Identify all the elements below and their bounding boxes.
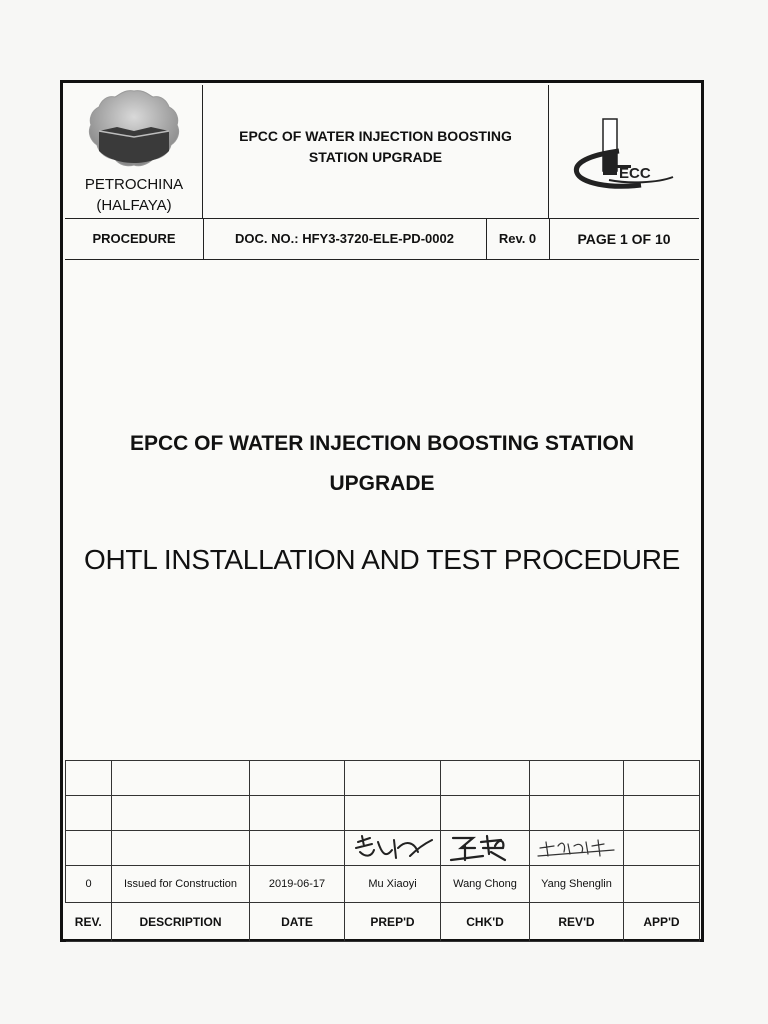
prepared-signature — [345, 831, 441, 866]
checked-cell: Wang Chong — [441, 866, 530, 903]
company-name-line1: PETROCHINA — [84, 176, 184, 193]
revision-cell — [486, 218, 549, 259]
page-number-cell — [549, 218, 699, 259]
row2-divider — [65, 259, 699, 260]
column-header: REV. — [66, 903, 112, 942]
revision-row-blank — [66, 761, 700, 796]
signature-checked-icon — [443, 832, 527, 864]
description-cell: Issued for Construction — [112, 866, 250, 903]
contractor-logo-cell — [549, 85, 699, 218]
cecc-logo-text: ECC — [619, 165, 651, 182]
doc-number: DOC. NO.: HFY3-3720-ELE-PD-0002 — [235, 231, 454, 246]
row2-divider-2 — [549, 218, 550, 259]
document-title: OHTL INSTALLATION AND TEST PROCEDURE — [84, 544, 680, 575]
checked-signature — [441, 831, 530, 866]
revision-number: Rev. 0 — [498, 231, 537, 246]
row2-divider-0 — [203, 218, 204, 259]
company-name-line2: (HALFAYA) — [96, 197, 172, 214]
company-name — [65, 174, 203, 216]
approved-cell — [624, 866, 700, 903]
column-header: APP'D — [624, 903, 700, 942]
doc-number-cell — [203, 218, 486, 259]
reviewed-cell: Yang Shenglin — [530, 866, 624, 903]
reviewed-signature — [530, 831, 624, 866]
prepared-cell: Mu Xiaoyi — [345, 866, 441, 903]
project-title-cell — [203, 85, 549, 218]
doc-type: PROCEDURE — [92, 231, 176, 246]
column-header: DESCRIPTION — [112, 903, 250, 942]
column-header: PREP'D — [345, 903, 441, 942]
revision-table — [65, 760, 700, 942]
revision-header-row — [66, 903, 700, 942]
column-header: CHK'D — [441, 903, 530, 942]
cecc-logo-icon — [549, 85, 699, 218]
main-project-title-line2: UPGRADE — [329, 472, 435, 495]
header-project-title: EPCC OF WATER INJECTION BOOSTING STATION UPGRADE — [239, 127, 512, 165]
main-project-title-line1: EPCC OF WATER INJECTION BOOSTING STATION — [129, 432, 634, 455]
date-cell: 2019-06-17 — [250, 866, 345, 903]
revision-row — [66, 866, 700, 903]
signature-prepared-icon — [348, 832, 438, 864]
rev-cell: 0 — [66, 866, 112, 903]
petrochina-logo-icon — [65, 85, 203, 175]
column-header: DATE — [250, 903, 345, 942]
page-number: PAGE 1 OF 10 — [577, 230, 671, 247]
revision-row-blank — [66, 796, 700, 831]
signature-reviewed-icon — [534, 834, 620, 862]
row2-divider-1 — [486, 218, 487, 259]
main-project-title — [63, 424, 701, 504]
column-header: REV'D — [530, 903, 624, 942]
doc-type-cell — [65, 218, 203, 259]
signature-row — [66, 831, 700, 866]
